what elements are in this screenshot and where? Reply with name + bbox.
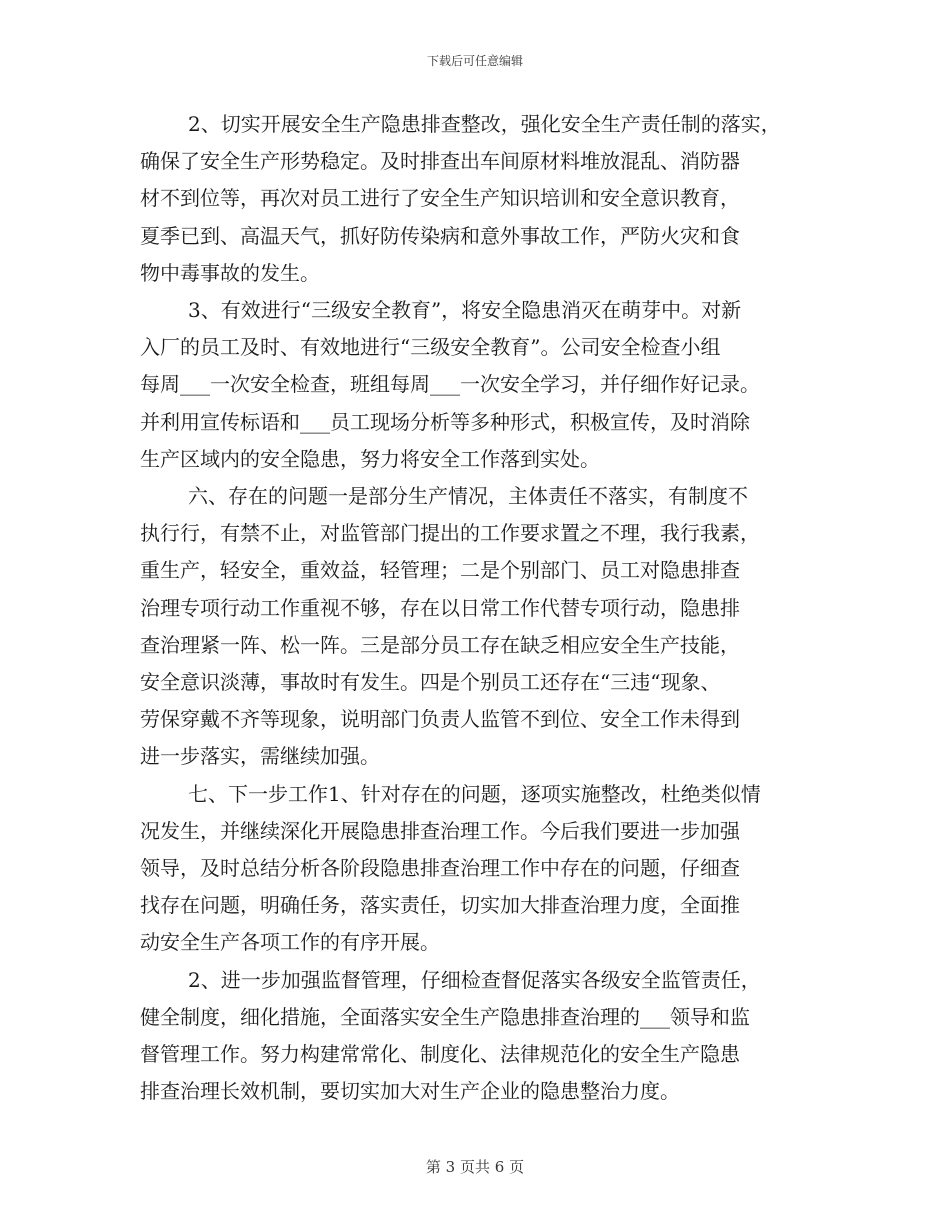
page-footer: 第 3 页共 6 页 — [425, 1158, 525, 1176]
text-line: 2、切实开展安全生产隐患排查整改，强化安全生产责任制的落实， — [188, 112, 781, 136]
text-line: 材不到位等，再次对员工进行了安全生产知识培训和安全意识教育， — [140, 186, 740, 211]
paragraph-1 — [140, 106, 830, 292]
text-line: 动安全生产各项工作的有序开展。 — [140, 930, 440, 955]
text-line: 进一步落实，需继续加强。 — [140, 744, 380, 769]
paragraph-2 — [140, 292, 830, 478]
text-line: 每周___一次安全检查，班组每周___一次安全学习，并仔细作好记录。 — [140, 372, 760, 397]
text-line: 督管理工作。努力构建常常化、制度化、法律规范化的安全生产隐患 — [140, 1042, 740, 1067]
text-line: 并利用宣传标语和___员工现场分析等多种形式，积极宣传，及时消除 — [140, 409, 750, 434]
text-line: 2、进一步加强监督管理，仔细检查督促落实各级安全监管责任， — [188, 967, 761, 992]
text-line: 查治理紧一阵、松一阵。三是部分员工存在缺乏相应安全生产技能， — [140, 632, 740, 657]
text-line: 健全制度，细化措施，全面落实安全生产隐患排查治理的___领导和监 — [140, 1004, 750, 1029]
page-header: 下载后可任意编辑 — [426, 54, 523, 68]
text-line: 执行行，有禁不止，对监管部门提出的工作要求置之不理，我行我素， — [140, 521, 760, 546]
text-line: 确保了安全生产形势稳定。及时排查出车间原材料堆放混乱、消防器 — [140, 149, 740, 174]
text-line: 3、有效进行“三级安全教育”，将安全隐患消灭在萌芽中。对新 — [188, 298, 742, 323]
text-line: 六、存在的问题一是部分生产情况，主体责任不落实，有制度不 — [188, 484, 748, 509]
document-body — [140, 106, 830, 1110]
text-line: 七、下一步工作1、针对存在的问题，逐项实施整改，杜绝类似情 — [188, 781, 761, 806]
text-line: 排查治理长效机制，要切实加大对生产企业的隐患整治力度。 — [140, 1079, 680, 1104]
text-line: 安全意识淡薄，事故时有发生。四是个别员工还存在“三违“现象、 — [140, 670, 721, 695]
text-line: 夏季已到、高温天气，抓好防传染病和意外事故工作，严防火灾和食 — [140, 223, 740, 248]
text-line: 物中毒事故的发生。 — [140, 260, 320, 285]
paragraph-3 — [140, 478, 830, 776]
paragraph-5 — [140, 962, 830, 1111]
text-line: 生产区域内的安全隐患，努力将安全工作落到实处。 — [140, 446, 600, 471]
text-line: 况发生，并继续深化开展隐患排查治理工作。今后我们要进一步加强 — [140, 818, 740, 843]
text-line: 劳保穿戴不齐等现象，说明部门负责人监管不到位、安全工作未得到 — [140, 707, 740, 732]
text-line: 领导，及时总结分析各阶段隐患排查治理工作中存在的问题，仔细查 — [140, 856, 740, 881]
text-line: 治理专项行动工作重视不够，存在以日常工作代替专项行动，隐患排 — [140, 595, 740, 620]
text-line: 找存在问题，明确任务，落实责任，切实加大排查治理力度，全面推 — [140, 893, 740, 918]
paragraph-4 — [140, 776, 830, 962]
text-line: 重生产，轻安全，重效益，轻管理；二是个别部门、员工对隐患排查 — [140, 558, 740, 583]
text-line: 入厂的员工及时、有效地进行“三级安全教育”。公司安全检查小组 — [140, 335, 721, 360]
